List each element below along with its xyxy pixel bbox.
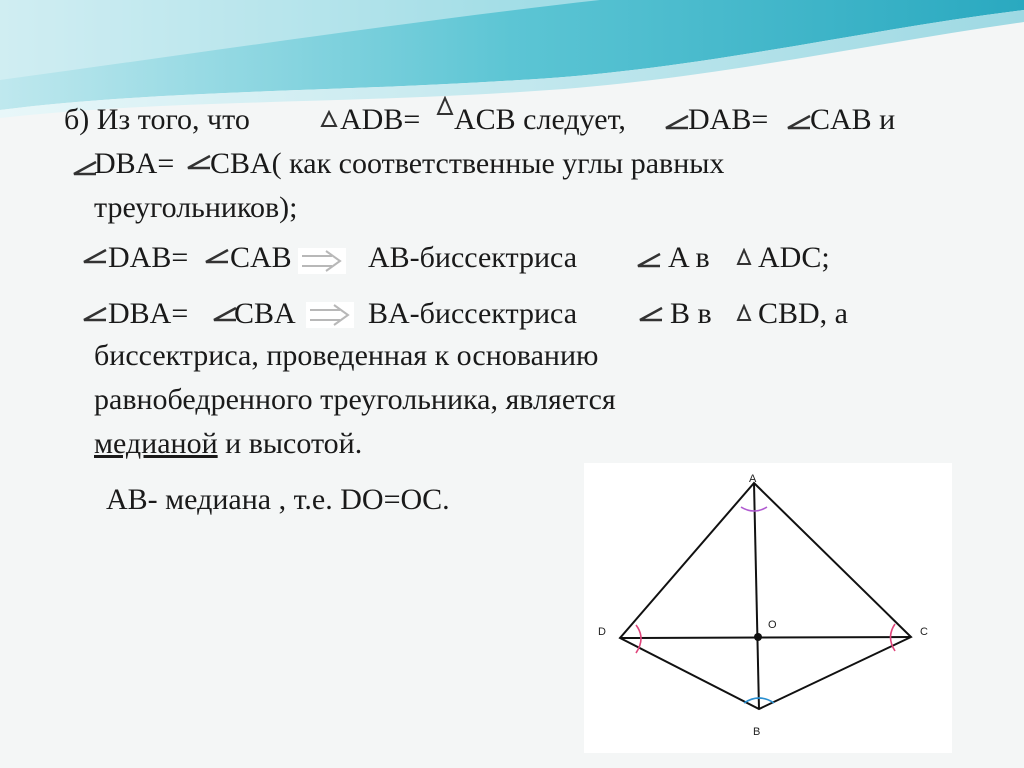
text-line-4a <box>108 240 188 276</box>
median-term: медианой <box>94 427 218 460</box>
segment-dc <box>620 637 911 638</box>
angle-icon <box>82 306 108 322</box>
text-line-1c <box>454 102 626 138</box>
text-segment: CBA <box>234 297 296 330</box>
text-line-1e <box>810 102 895 138</box>
text-line-5c <box>368 296 577 332</box>
text-segment: B в <box>670 297 712 330</box>
text-line-9 <box>106 482 450 518</box>
point-o <box>754 633 762 641</box>
text-line-4e <box>758 240 830 276</box>
text-segment: AB- медиана , т.е. DO=OC. <box>106 483 450 516</box>
text-segment: ADC; <box>758 241 830 274</box>
text-segment: ACB следует, <box>454 103 626 136</box>
text-line-1 <box>64 102 250 138</box>
text-line-5b <box>234 296 296 332</box>
triangle-icon <box>736 248 752 266</box>
text-segment: и высотой. <box>217 427 363 460</box>
rhombus-diagram <box>584 463 952 753</box>
text-segment: A в <box>668 241 710 274</box>
text-line-1d <box>688 102 768 138</box>
text-line-2b <box>210 146 724 182</box>
text-line-1b <box>340 102 420 138</box>
double-arrow-icon <box>298 248 346 274</box>
angle-icon <box>638 306 664 322</box>
label-d: D <box>598 626 606 638</box>
text-line-5d <box>670 296 712 332</box>
angle-icon <box>664 114 690 130</box>
text-segment: DBA= <box>108 297 189 330</box>
text-segment: ADB= <box>340 103 421 136</box>
text-line-4d <box>668 240 710 276</box>
text-segment: CAB <box>230 241 292 274</box>
text-segment: CAB и <box>810 103 896 136</box>
triangle-icon <box>436 96 454 116</box>
label-c: C <box>920 626 928 638</box>
text-line-5e <box>758 296 848 332</box>
text-segment: BA-биссектриса <box>368 297 578 330</box>
text-line-6 <box>94 338 598 374</box>
label-o: O <box>768 619 777 631</box>
text-line-3 <box>94 190 298 226</box>
text-segment: треугольников); <box>94 191 298 224</box>
angle-icon <box>636 252 662 268</box>
label-b: B <box>753 726 761 738</box>
text-segment: DAB= <box>688 103 769 136</box>
angle-icon <box>786 114 812 130</box>
text-segment: б) Из того, что <box>64 103 250 136</box>
angle-icon <box>186 154 212 170</box>
text-segment: CBD, а <box>758 297 848 330</box>
triangle-icon <box>320 110 338 128</box>
text-line-4c <box>368 240 577 276</box>
text-segment: биссектриса, проведенная к основанию <box>94 339 599 372</box>
triangle-icon <box>736 304 752 322</box>
text-segment: DBA= <box>94 147 175 180</box>
text-segment: AB-биссектриса <box>368 241 578 274</box>
angle-icon <box>82 248 108 264</box>
text-segment: DAB= <box>108 241 189 274</box>
text-line-8 <box>94 426 362 462</box>
text-line-2a <box>94 146 174 182</box>
text-line-7 <box>94 382 616 418</box>
double-arrow-icon <box>306 302 354 328</box>
quadrilateral-outline <box>620 483 911 709</box>
text-line-5a <box>108 296 188 332</box>
angle-icon <box>204 248 230 264</box>
segment-ab <box>754 483 759 709</box>
label-a: A <box>749 473 757 485</box>
text-segment: равнобедренного треугольника, является <box>94 383 616 416</box>
text-line-4b <box>230 240 298 276</box>
text-segment: CBA( как соответственные углы равных <box>210 147 725 180</box>
